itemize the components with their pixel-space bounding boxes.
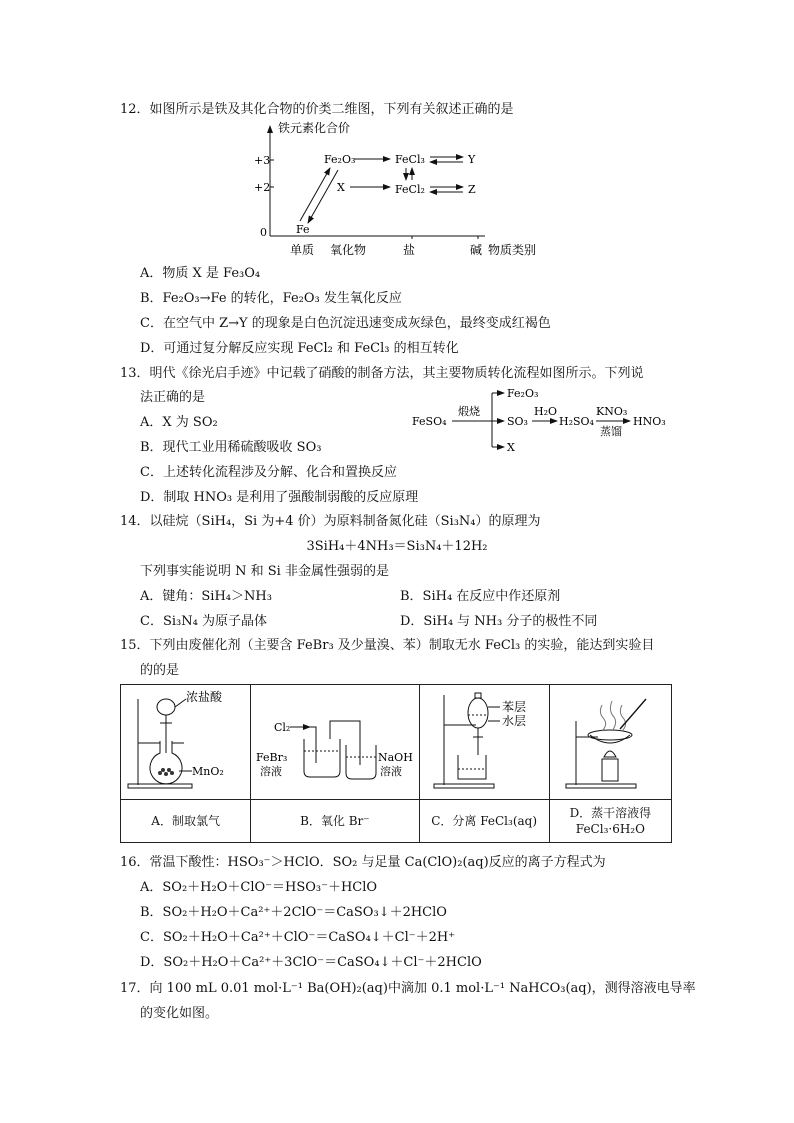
y-tick-plus3: +3 <box>254 154 271 167</box>
q15-apparatus-table <box>120 684 672 843</box>
q13-option-d: D．制取 HNO₃ 是利用了强酸制弱酸的反应原理 <box>140 490 419 505</box>
flow-so3: SO₃ <box>507 415 528 428</box>
label-febr3: FeBr₃ <box>255 751 288 764</box>
apparatus-b-cell <box>251 685 419 800</box>
q15-stem-line1: 15．下列由废催化剂（主要含 FeBr₃ 及少量溴、苯）制取无水 FeCl₃ 的实验，能达到实验目 <box>120 638 655 653</box>
q12-valence-class-diagram <box>250 118 550 260</box>
q14-option-b: B．SiH₄ 在反应中作还原剂 <box>400 589 561 604</box>
node-fe2o3: Fe₂O₃ <box>324 153 356 166</box>
label-water-layer: 水层 <box>502 714 527 728</box>
q14-subquestion: 下列事实能说明 N 和 Si 非金属性强弱的是 <box>140 564 389 579</box>
x-tick-base: 碱 <box>470 243 483 257</box>
label-mno2: MnO₂ <box>191 765 224 778</box>
label-cl2: Cl₂ <box>273 721 291 734</box>
y-tick-zero: 0 <box>260 226 267 239</box>
q12-option-d: D．可通过复分解反应实现 FeCl₂ 和 FeCl₃ 的相互转化 <box>140 341 459 356</box>
y-tick-plus2: +2 <box>254 181 271 194</box>
apparatus-a-cell <box>121 685 251 800</box>
q14-equation: 3SiH₄＋4NH₃＝Si₃N₄＋12H₂ <box>306 539 488 554</box>
caption-a: A．制取氯气 <box>121 800 251 843</box>
x-tick-oxide: 氧化物 <box>330 243 367 257</box>
node-fecl2: FeCl₂ <box>395 183 425 196</box>
q16-option-a: A．SO₂＋H₂O＋ClO⁻＝HSO₃⁻＋HClO <box>140 880 378 895</box>
node-z: Z <box>468 183 476 196</box>
flow-fe2o3: Fe₂O₃ <box>507 387 539 400</box>
q17-stem-line2: 的变化如图。 <box>140 1006 219 1021</box>
flow-calcine: 煅烧 <box>458 405 480 418</box>
q13-option-b: B．现代工业用稀硫酸吸收 SO₃ <box>140 440 322 455</box>
caption-d-line1: D．蒸干溶液得 <box>569 806 652 820</box>
q15-stem-line2: 的的是 <box>140 663 180 678</box>
label-naoh: NaOH <box>377 751 413 764</box>
caption-d <box>549 800 671 843</box>
flow-h2o: H₂O <box>534 405 558 418</box>
flow-feso4: FeSO₄ <box>412 415 447 428</box>
label-solution-1: 溶液 <box>259 765 282 778</box>
bromide-oxidation-illustration <box>252 685 418 795</box>
q13-option-a: A．X 为 SO₂ <box>140 415 218 430</box>
q13-stem-line1: 13．明代《徐光启手迹》中记载了硝酸的制备方法，其主要物质转化流程如图所示。下列说 <box>120 366 644 381</box>
node-fecl3: FeCl₃ <box>395 153 425 166</box>
q14-option-c: C．Si₃N₄ 为原子晶体 <box>140 614 267 629</box>
chlorine-generator-illustration <box>122 685 250 795</box>
q13-stem-line2: 法正确的是 <box>140 390 206 405</box>
apparatus-d-cell <box>549 685 671 800</box>
q13-flow-diagram <box>410 384 675 456</box>
q16-option-c: C．SO₂＋H₂O＋Ca²⁺＋ClO⁻＝CaSO₄↓＋Cl⁻＋2H⁺ <box>140 930 456 945</box>
x-tick-salt: 盐 <box>403 243 416 257</box>
q12-option-b: B．Fe₂O₃→Fe 的转化，Fe₂O₃ 发生氧化反应 <box>140 291 402 306</box>
caption-c: C．分离 FeCl₃(aq) <box>419 800 549 843</box>
separatory-funnel-illustration <box>420 685 548 795</box>
flow-x: X <box>507 441 515 454</box>
q13-option-c: C．上述转化流程涉及分解、化合和置换反应 <box>140 465 397 480</box>
flow-kno3: KNO₃ <box>596 405 628 418</box>
apparatus-c-cell <box>419 685 549 800</box>
label-benzene-layer: 苯层 <box>502 700 527 714</box>
q14-option-d: D．SiH₄ 与 NH₃ 分子的极性不同 <box>400 614 598 629</box>
q14-option-a: A．键角：SiH₄＞NH₃ <box>140 589 272 604</box>
q12-option-c: C．在空气中 Z→Y 的现象是白色沉淀迅速变成灰绿色，最终变成红褐色 <box>140 316 551 331</box>
caption-d-line2: FeCl₃·6H₂O <box>575 822 645 836</box>
q14-stem: 14．以硅烷（SiH₄，Si 为+4 价）为原料制备氮化硅（Si₃N₄）的原理为 <box>120 514 541 529</box>
q16-option-b: B．SO₂＋H₂O＋Ca²⁺＋2ClO⁻＝CaSO₃↓＋2HClO <box>140 905 447 920</box>
x-axis-label: 物质类别 <box>488 243 537 257</box>
q12-stem: 12．如图所示是铁及其化合物的价类二维图，下列有关叙述正确的是 <box>120 102 514 117</box>
label-conc-hcl: 浓盐酸 <box>185 690 222 704</box>
caption-b: B．氧化 Br⁻ <box>251 800 419 843</box>
node-y: Y <box>468 153 476 166</box>
label-solution-2: 溶液 <box>379 765 402 778</box>
evaporating-dish-illustration <box>550 685 670 795</box>
q16-stem: 16．常温下酸性：HSO₃⁻＞HClO．SO₂ 与足量 Ca(ClO)₂(aq)反应的离子方程式为 <box>120 855 606 870</box>
y-axis-label: 铁元素化合价 <box>278 121 351 135</box>
node-fe: Fe <box>296 223 310 236</box>
flow-h2so4: H₂SO₄ <box>559 415 594 428</box>
q16-option-d: D．SO₂＋H₂O＋Ca²⁺＋3ClO⁻＝CaSO₄↓＋Cl⁻＋2HClO <box>140 955 482 970</box>
q17-stem-line1: 17．向 100 mL 0.01 mol·L⁻¹ Ba(OH)₂(aq)中滴加 0.1 mol·L⁻¹ NaHCO₃(aq)，测得溶液电导率 <box>120 981 696 996</box>
q12-option-a: A．物质 X 是 Fe₃O₄ <box>140 266 261 281</box>
flow-distill: 蒸馏 <box>600 425 622 438</box>
flow-hno3: HNO₃ <box>633 415 666 428</box>
node-x: X <box>337 181 345 194</box>
x-tick-elemental: 单质 <box>290 243 315 257</box>
